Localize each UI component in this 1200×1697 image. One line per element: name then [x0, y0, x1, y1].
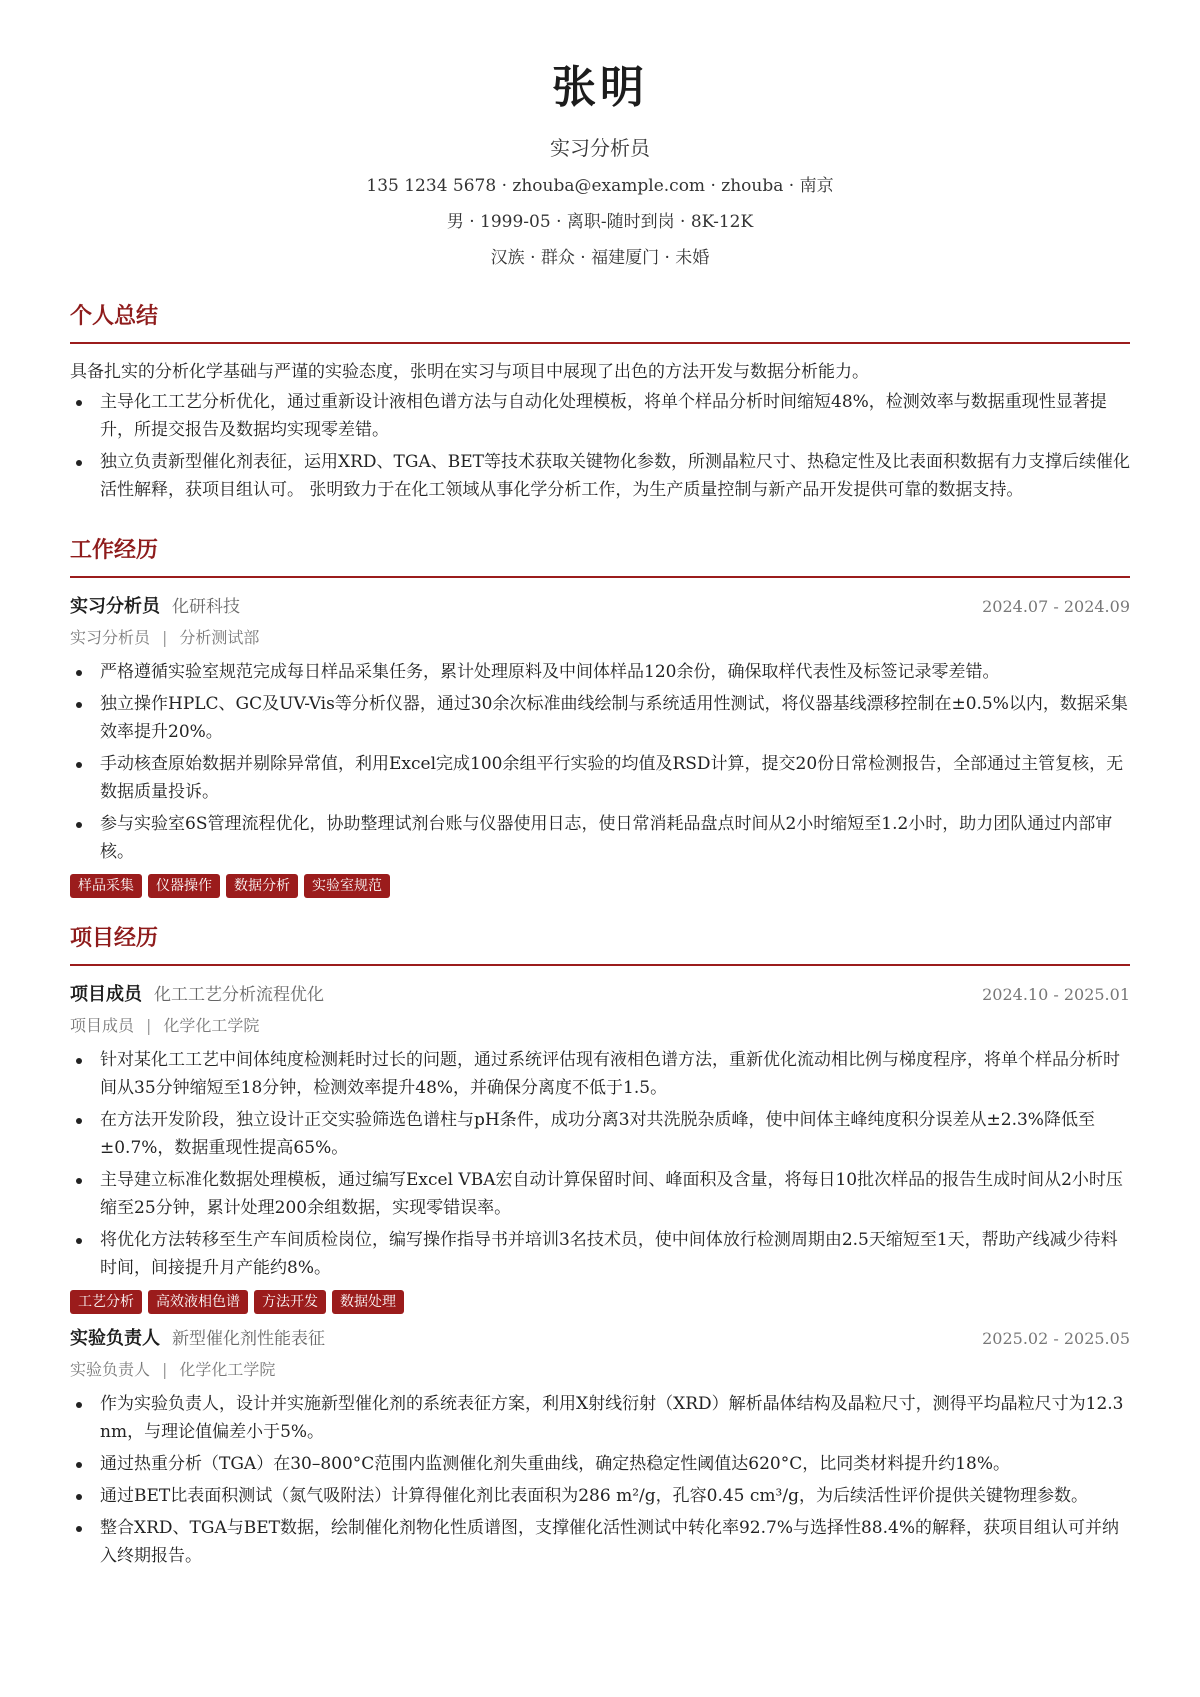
entry-date: 2025.02 - 2025.05 [982, 1329, 1130, 1348]
list-item: 主导建立标准化数据处理模板，通过编写Excel VBA宏自动计算保留时间、峰面积及含量，将每日10批次样品的报告生成时间从2小时压缩至25分钟，累计处理200余组数据，实现零错误率。 [70, 1166, 1130, 1222]
separator: | [162, 628, 168, 647]
list-item: 手动核查原始数据并剔除异常值，利用Excel完成100余组平行实验的均值及RSD计算，提交20份日常检测报告，全部通过主管复核，无数据质量投诉。 [70, 750, 1130, 806]
list-item: 严格遵循实验室规范完成每日样品采集任务，累计处理原料及中间体样品120余份，确保取样代表性及标签记录零差错。 [70, 658, 1130, 686]
job-title: 实习分析员 [550, 136, 650, 160]
section-divider [70, 342, 1130, 344]
list-item: 整合XRD、TGA与BET数据，绘制催化剂物化性质谱图，支撑催化活性测试中转化率92.7%与选择性88.4%的解释，获项目组认可并纳入终期报告。 [70, 1514, 1130, 1570]
project-section [70, 922, 1130, 1570]
candidate-name: 张明 [552, 62, 648, 113]
basic-info: 男 · 1999-05 · 离职-随时到岗 · 8K-12K [446, 212, 754, 232]
section-title: 工作经历 [70, 537, 159, 563]
list-item: 将优化方法转移至生产车间质检岗位，编写操作指导书并培训3名技术员，使中间体放行检测周期由2.5天缩短至1天，帮助产线减少待料时间，间接提升月产能约8%。 [70, 1226, 1130, 1282]
entry-subtitle [70, 626, 1130, 650]
entry-sub-role: 实验负责人 [70, 1360, 151, 1379]
list-item: 独立负责新型催化剂表征，运用XRD、TGA、BET等技术获取关键物化参数，所测晶粒尺寸、热稳定性及比表面积数据有力支撑后续催化活性解释，获项目组认可。 张明致力于在化工领域从事化学分析工作，为生产质量控制与新产品开发提供可靠的数据支持。 [70, 448, 1130, 504]
entry-sub-role: 项目成员 [70, 1016, 135, 1035]
skill-tag: 数据处理 [332, 1290, 404, 1314]
contact-info: 135 1234 5678 · zhouba@example.com · zhouba · 南京 [366, 176, 834, 196]
skill-tag: 方法开发 [254, 1290, 326, 1314]
entry-position: 项目成员 [70, 984, 142, 1005]
skill-tag: 工艺分析 [70, 1290, 142, 1314]
work-entry [70, 592, 1130, 898]
list-item: 独立操作HPLC、GC及UV-Vis等分析仪器，通过30余次标准曲线绘制与系统适用性测试，将仪器基线漂移控制在±0.5%以内，数据采集效率提升20%。 [70, 690, 1130, 746]
skill-tag: 样品采集 [70, 874, 142, 898]
list-item: 针对某化工工艺中间体纯度检测耗时过长的问题，通过系统评估现有液相色谱方法，重新优化流动相比例与梯度程序，将单个样品分析时间从35分钟缩短至18分钟，检测效率提升48%，并确保分离度不低于1.5。 [70, 1046, 1130, 1102]
entry-position: 实验负责人 [70, 1328, 160, 1349]
entry-sub-unit: 分析测试部 [179, 628, 260, 647]
entry-date: 2024.10 - 2025.01 [982, 985, 1130, 1004]
section-title: 项目经历 [70, 925, 159, 951]
list-item: 作为实验负责人，设计并实施新型催化剂的系统表征方案，利用X射线衍射（XRD）解析晶体结构及晶粒尺寸，测得平均晶粒尺寸为12.3 nm，与理论值偏差小于5%。 [70, 1390, 1130, 1446]
entry-sub-unit: 化学化工学院 [179, 1360, 276, 1379]
list-item: 参与实验室6S管理流程优化，协助整理试剂台账与仪器使用日志，使日常消耗品盘点时间从2小时缩短至1.2小时，助力团队通过内部审核。 [70, 810, 1130, 866]
section-divider [70, 964, 1130, 966]
section-title: 个人总结 [70, 303, 159, 329]
entry-sub-role: 实习分析员 [70, 628, 151, 647]
work-section [70, 534, 1130, 898]
skill-tag: 实验室规范 [304, 874, 390, 898]
entry-sub-unit: 化学化工学院 [163, 1016, 260, 1035]
entry-bullets [70, 1390, 1130, 1570]
separator: | [146, 1016, 152, 1035]
entry-date: 2024.07 - 2024.09 [982, 597, 1130, 616]
skill-tag: 数据分析 [226, 874, 298, 898]
personal-info: 汉族 · 群众 · 福建厦门 · 未婚 [490, 248, 710, 268]
entry-subtitle [70, 1358, 1130, 1382]
skill-tag: 高效液相色谱 [148, 1290, 248, 1314]
entry-header [70, 592, 1130, 618]
entry-bullets [70, 1046, 1130, 1282]
list-item: 通过BET比表面积测试（氮气吸附法）计算得催化剂比表面积为286 m²/g，孔容0.45 cm³/g，为后续活性评价提供关键物理参数。 [70, 1482, 1130, 1510]
list-item: 在方法开发阶段，独立设计正交实验筛选色谱柱与pH条件，成功分离3对共洗脱杂质峰，使中间体主峰纯度积分误差从±2.3%降低至±0.7%，数据重现性提高65%。 [70, 1106, 1130, 1162]
entry-subtitle [70, 1014, 1130, 1038]
entry-header [70, 1324, 1130, 1350]
entry-project-name: 化工工艺分析流程优化 [154, 985, 324, 1005]
entry-position: 实习分析员 [70, 596, 160, 617]
entry-bullets [70, 658, 1130, 866]
list-item: 主导化工工艺分析优化，通过重新设计液相色谱方法与自动化处理模板，将单个样品分析时间缩短48%，检测效率与数据重现性显著提升，所提交报告及数据均实现零差错。 [70, 388, 1130, 444]
summary-section [70, 300, 1130, 504]
tag-list [70, 874, 1130, 898]
separator: | [162, 1360, 168, 1379]
entry-header [70, 980, 1130, 1006]
project-entry [70, 1324, 1130, 1570]
tag-list [70, 1290, 1130, 1314]
entry-organization: 化研科技 [172, 597, 240, 617]
skill-tag: 仪器操作 [148, 874, 220, 898]
list-item: 通过热重分析（TGA）在30–800°C范围内监测催化剂失重曲线，确定热稳定性阈值达620°C，比同类材料提升约18%。 [70, 1450, 1130, 1478]
section-divider [70, 576, 1130, 578]
entry-project-name: 新型催化剂性能表征 [172, 1329, 325, 1349]
project-entry [70, 980, 1130, 1314]
summary-intro: 具备扎实的分析化学基础与严谨的实验态度，张明在实习与项目中展现了出色的方法开发与数据分析能力。 [70, 362, 869, 382]
summary-list [70, 388, 1130, 504]
